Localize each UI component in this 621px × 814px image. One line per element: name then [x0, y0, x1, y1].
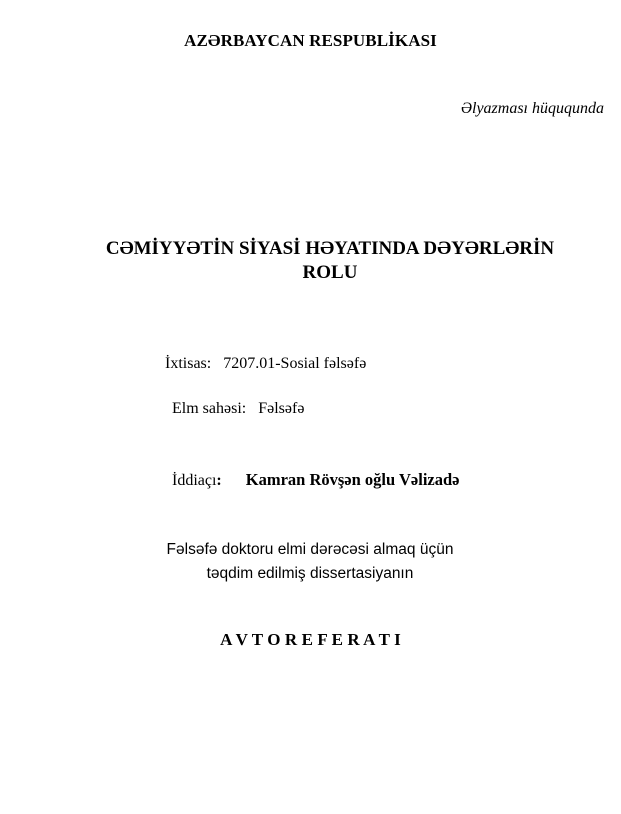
- purpose-line-1: Fəlsəfə doktoru elmi dərəcəsi almaq üçün: [166, 541, 454, 558]
- claimant-label: İddiaçı: [172, 472, 217, 489]
- rights-note: Əlyazması hüququnda: [460, 100, 604, 117]
- field-of-science-row: [172, 400, 304, 418]
- submission-purpose: [70, 538, 550, 586]
- claimant-colon: :: [216, 472, 222, 489]
- specialty-value: 7207.01-Sosial fəlsəfə: [223, 355, 367, 372]
- specialty-label: İxtisas:: [165, 355, 212, 372]
- document-type-heading: A V T O R E F E R A T I: [220, 630, 401, 649]
- title-line-1: CƏMİYYƏTİN SİYASİ HƏYATINDA DƏYƏRLƏRİN: [105, 238, 555, 259]
- title-line-2: ROLU: [302, 262, 358, 283]
- dissertation-title: [60, 237, 600, 285]
- claimant-row: [172, 470, 460, 490]
- area-label: Elm sahəsi:: [172, 400, 247, 417]
- purpose-line-2: təqdim edilmiş dissertasiyanın: [206, 565, 414, 582]
- specialty-row: [165, 355, 366, 373]
- area-value: Fəlsəfə: [258, 400, 305, 417]
- country-heading: AZƏRBAYCAN RESPUBLİKASI: [184, 31, 437, 50]
- claimant-name: Kamran Rövşən oğlu Vəlizadə: [245, 470, 460, 489]
